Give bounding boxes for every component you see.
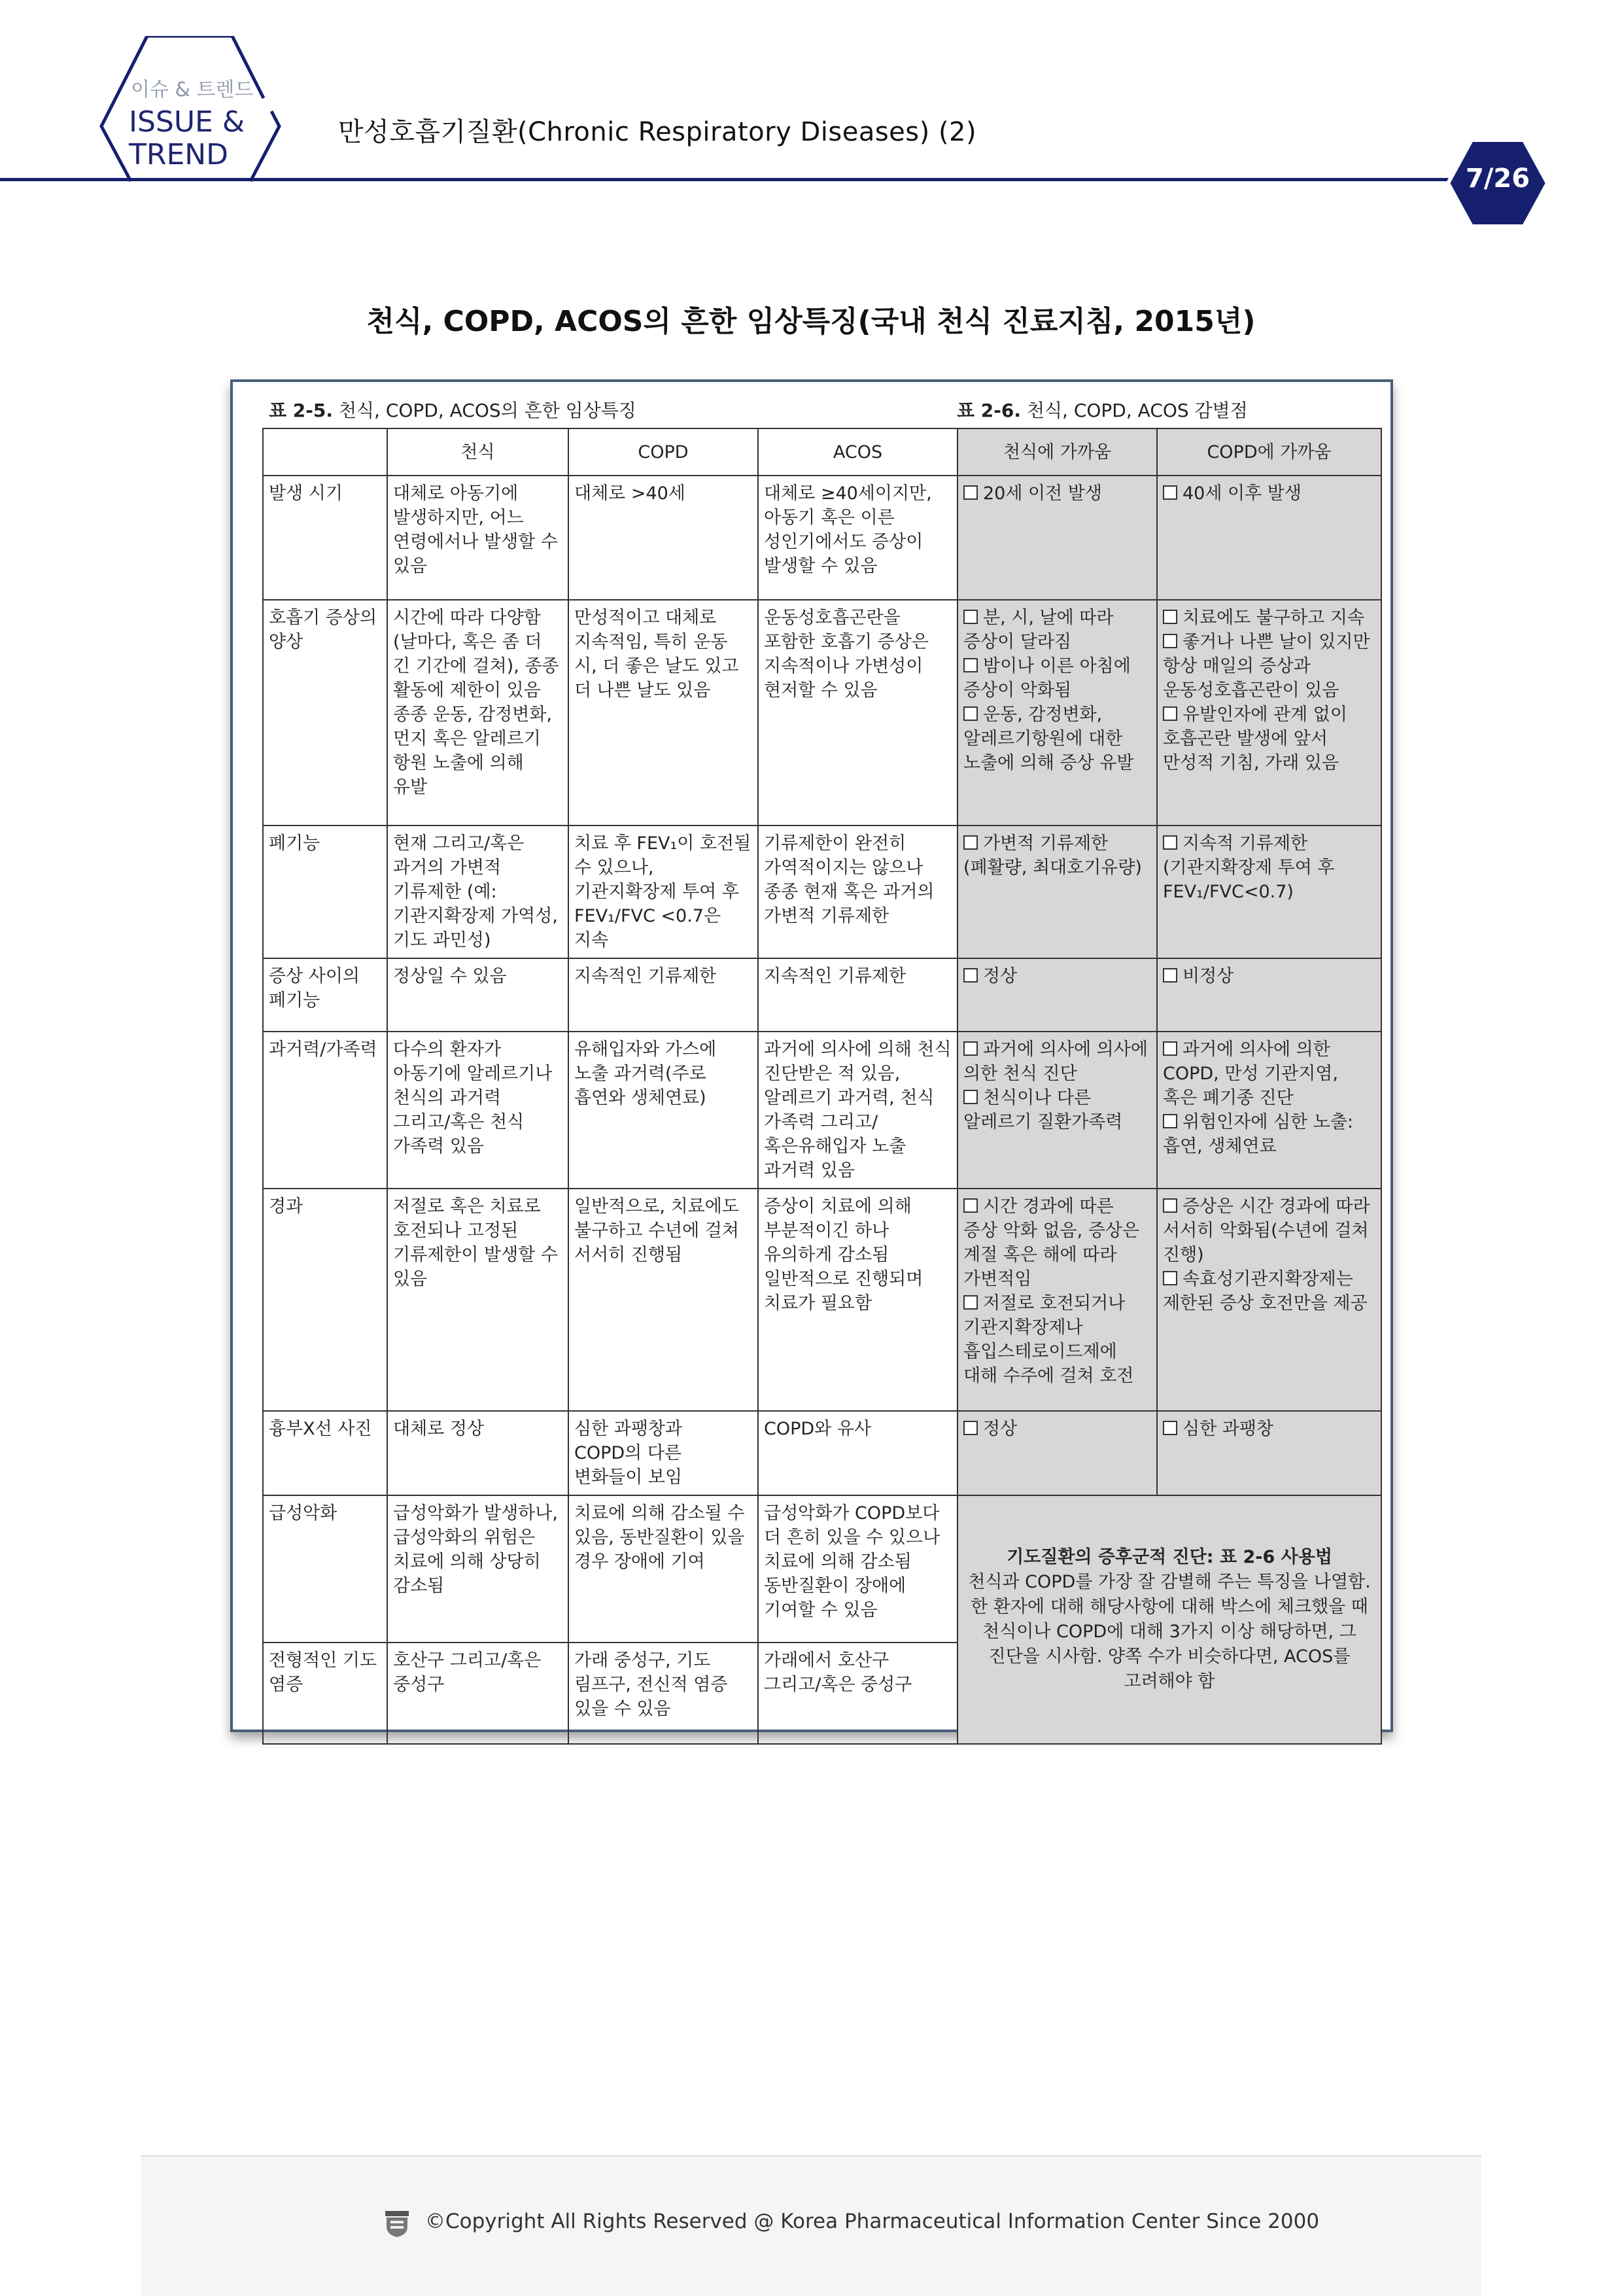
usage-note-body: 천식과 COPD를 가장 잘 감별해 주는 특징을 나열함. 한 환자에 대해 해당사항에 대해 박스에 체크했을 때 천식이나 COPD에 대해 3가지 이상 해당하면, 그 진단을 시사함. 양쪽 수가 비슷하다면, ACOS를 고려해야 함	[968, 1572, 1371, 1692]
checklist-item: 치료에도 불구하고 지속	[1163, 606, 1375, 630]
badge-line-1: ISSUE &	[129, 105, 245, 139]
cell-copd: 가래 중성구, 기도 림프구, 전신적 염증 있을 수 있음	[568, 1643, 758, 1744]
checklist-item: 저절로 호전되거나 기관지확장제나 흡입스테로이드제에 대해 수주에 걸쳐 호전	[963, 1293, 1134, 1386]
table-2-6-caption	[957, 396, 1248, 423]
checkbox-icon	[1163, 1198, 1177, 1213]
header-near-asthma: 천식에 가까움	[958, 428, 1157, 476]
checkbox-icon	[963, 1198, 978, 1213]
row-label: 과거력/가족력	[263, 1032, 387, 1189]
cell-near-copd	[1157, 958, 1381, 1032]
table-row	[263, 600, 1381, 826]
row-label: 급성악화	[263, 1495, 387, 1643]
checklist-item: 증상은 시간 경과에 따라 서서히 악화됨(수년에 걸쳐 진행)	[1163, 1196, 1370, 1265]
row-label: 전형적인 기도 염증	[263, 1643, 387, 1744]
cell-near-asthma	[958, 958, 1157, 1032]
cell-asthma: 대체로 아동기에 발생하지만, 어느 연령에서나 발생할 수 있음	[387, 476, 568, 600]
cell-copd: 만성적이고 대체로 지속적임, 특히 운동 시, 더 좋은 날도 있고 더 나쁜 날도 있음	[568, 600, 758, 826]
badge-line-2: TREND	[129, 138, 229, 171]
usage-note-heading: 기도질환의 증후군적 진단: 표 2-6 사용법	[1007, 1547, 1332, 1567]
checkbox-icon	[1163, 835, 1177, 850]
clinical-features-table-figure	[230, 379, 1393, 1732]
cell-copd: 치료에 의해 감소될 수 있음, 동반질환이 있을 경우 장애에 기여	[568, 1495, 758, 1643]
checkbox-icon	[963, 658, 978, 672]
cell-near-copd	[1157, 476, 1381, 600]
table-row	[263, 476, 1381, 600]
table-row	[263, 1032, 1381, 1189]
table-2-5-caption	[269, 396, 636, 423]
checklist-item: 위험인자에 심한 노출: 흡연, 생체연료	[1163, 1112, 1353, 1157]
row-label: 증상 사이의 폐기능	[263, 958, 387, 1032]
checklist-item: 밤이나 이른 아침에 증상이 악화됨	[963, 656, 1131, 701]
cell-acos: 지속적인 기류제한	[758, 958, 958, 1032]
checklist-item: 과거에 의사에 의한 COPD, 만성 기관지염, 혹은 폐기종 진단	[1163, 1039, 1338, 1108]
row-label: 발생 시기	[263, 476, 387, 600]
cell-near-asthma	[958, 1189, 1157, 1411]
cell-near-copd	[1157, 826, 1381, 958]
clinical-features-table	[262, 428, 1382, 1745]
table-2-5-title: 천식, COPD, ACOS의 흔한 임상특징	[338, 400, 636, 421]
cell-copd: 심한 과팽창과 COPD의 다른 변화들이 보임	[568, 1411, 758, 1495]
checkbox-icon	[963, 835, 978, 850]
table-row	[263, 958, 1381, 1032]
row-label: 흉부X선 사진	[263, 1411, 387, 1495]
checklist-item: 시간 경과에 따른 증상 악화 없음, 증상은 계절 혹은 해에 따라 가변적임	[963, 1196, 1140, 1289]
checkbox-icon	[1163, 1114, 1177, 1128]
table-row	[263, 826, 1381, 958]
checklist-item: 운동, 감정변화, 알레르기항원에 대한 노출에 의해 증상 유발	[963, 704, 1134, 773]
cell-near-asthma	[958, 826, 1157, 958]
cell-acos: 급성악화가 COPD보다 더 흔히 있을 수 있으나 치료에 의해 감소됨 동반질환이 장애에 기여할 수 있음	[758, 1495, 958, 1643]
checklist-item: 지속적 기류제한(기관지확장제 투여 후 FEV₁/FVC<0.7)	[1163, 833, 1335, 902]
checkbox-icon	[1163, 610, 1177, 624]
checkbox-icon	[963, 1090, 978, 1104]
cell-acos: 기류제한이 완전히 가역적이지는 않으나 종종 현재 혹은 과거의 가변적 기류제한	[758, 826, 958, 958]
table-2-6-title: 천식, COPD, ACOS 감별점	[1026, 400, 1248, 421]
cell-near-copd	[1157, 1411, 1381, 1495]
row-label: 경과	[263, 1189, 387, 1411]
table-row	[263, 1495, 1381, 1643]
cell-asthma: 급성악화가 발생하나, 급성악화의 위험은 치료에 의해 상당히 감소됨	[387, 1495, 568, 1643]
checkbox-icon	[963, 485, 978, 500]
checkbox-icon	[963, 968, 978, 983]
checklist-item: 좋거나 나쁜 날이 있지만 항상 매일의 증상과 운동성호흡곤란이 있음	[1163, 632, 1370, 701]
checklist-item: 정상	[963, 964, 1151, 988]
copyright-text: ©Copyright All Rights Reserved @ Korea Pharmaceutical Information Center Since 2000	[425, 2210, 1320, 2233]
checkbox-icon	[1163, 968, 1177, 983]
checklist-item: 유발인자에 관계 없이 호흡곤란 발생에 앞서 만성적 기침, 가래 있음	[1163, 704, 1347, 773]
table-row	[263, 1189, 1381, 1411]
cell-copd: 대체로 >40세	[568, 476, 758, 600]
header-acos: ACOS	[758, 428, 958, 476]
cell-copd: 치료 후 FEV₁이 호전될 수 있으나, 기관지확장제 투여 후 FEV₁/FVC <0.7은 지속	[568, 826, 758, 958]
cell-near-asthma	[958, 1411, 1157, 1495]
cell-acos: COPD와 유사	[758, 1411, 958, 1495]
cell-asthma: 시간에 따라 다양함(날마다, 혹은 좀 더 긴 기간에 걸쳐), 종종 활동에 제한이 있음 종종 운동, 감정변화, 먼지 혹은 알레르기 항원 노출에 의해 유발	[387, 600, 568, 826]
checklist-item: 비정상	[1163, 964, 1375, 988]
checklist-item: 심한 과팽창	[1163, 1417, 1375, 1441]
checkbox-icon	[1163, 1271, 1177, 1285]
cell-copd: 지속적인 기류제한	[568, 958, 758, 1032]
cell-near-copd	[1157, 1189, 1381, 1411]
row-label: 폐기능	[263, 826, 387, 958]
checkbox-icon	[963, 1295, 978, 1310]
kpic-shield-icon	[384, 2210, 410, 2238]
checklist-item: 가변적 기류제한 (폐활량, 최대호기유량)	[963, 833, 1142, 878]
checkbox-icon	[1163, 1421, 1177, 1435]
cell-copd: 유해입자와 가스에 노출 과거력(주로 흡연와 생체연료)	[568, 1032, 758, 1189]
document-title: 천식, COPD, ACOS의 흔한 임상특징(국내 천식 진료지침, 2015년)	[366, 305, 1256, 338]
cell-acos: 가래에서 호산구 그리고/혹은 중성구	[758, 1643, 958, 1744]
cell-asthma: 호산구 그리고/혹은 중성구	[387, 1643, 568, 1744]
cell-asthma: 현재 그리고/혹은 과거의 가변적 기류제한 (예: 기관지확장제 가역성, 기도 과민성)	[387, 826, 568, 958]
table-header-row	[263, 428, 1381, 476]
checkbox-icon	[963, 706, 978, 721]
cell-asthma: 다수의 환자가 아동기에 알레르기나 천식의 과거력 그리고/혹은 천식 가족력 있음	[387, 1032, 568, 1189]
cell-near-asthma	[958, 476, 1157, 600]
usage-note-cell	[958, 1495, 1381, 1744]
checkbox-icon	[1163, 706, 1177, 721]
cell-near-copd	[1157, 600, 1381, 826]
cell-copd: 일반적으로, 치료에도 불구하고 수년에 걸쳐 서서히 진행됨	[568, 1189, 758, 1411]
badge-korean-label: 이슈 & 트렌드	[131, 78, 254, 101]
cell-acos: 과거에 의사에 의해 천식 진단받은 적 있음, 알레르기 과거력, 천식 가족력 그리고/혹은유해입자 노출 과거력 있음	[758, 1032, 958, 1189]
checklist-item: 20세 이전 발생	[963, 481, 1151, 506]
header-corner-cell	[263, 428, 387, 476]
checkbox-icon	[963, 1421, 978, 1435]
checklist-item: 천식이나 다른 알레르기 질환가족력	[963, 1088, 1123, 1132]
cell-asthma: 정상일 수 있음	[387, 958, 568, 1032]
cell-asthma: 저절로 혹은 치료로 호전되나 고정된 기류제한이 발생할 수 있음	[387, 1189, 568, 1411]
cell-acos: 운동성호흡곤란을 포함한 호흡기 증상은 지속적이나 가변성이 현저할 수 있음	[758, 600, 958, 826]
checklist-item: 40세 이후 발생	[1163, 481, 1375, 506]
cell-acos: 대체로 ≥40세이지만, 아동기 혹은 이른 성인기에서도 증상이 발생할 수 있음	[758, 476, 958, 600]
header-near-copd: COPD에 가까움	[1157, 428, 1381, 476]
table-row	[263, 1411, 1381, 1495]
page-header-title: 만성호흡기질환(Chronic Respiratory Diseases) (2)	[338, 117, 977, 147]
checkbox-icon	[963, 1041, 978, 1056]
cell-acos: 증상이 치료에 의해 부분적이긴 하나 유의하게 감소됨 일반적으로 진행되며 치료가 필요함	[758, 1189, 958, 1411]
checklist-item: 정상	[963, 1417, 1151, 1441]
table-2-6-number: 표 2-6.	[957, 400, 1022, 421]
cell-asthma: 대체로 정상	[387, 1411, 568, 1495]
checkbox-icon	[963, 610, 978, 624]
table-2-5-number: 표 2-5.	[269, 400, 334, 421]
cell-near-copd	[1157, 1032, 1381, 1189]
header-asthma: 천식	[387, 428, 568, 476]
badge-english-label	[129, 106, 260, 171]
checklist-item: 속효성기관지확장제는 제한된 증상 호전만을 제공	[1163, 1269, 1368, 1313]
checklist-item: 과거에 의사에 의사에 의한 천식 진단	[963, 1039, 1148, 1084]
cell-near-asthma	[958, 600, 1157, 826]
checkbox-icon	[1163, 485, 1177, 500]
row-label: 호흡기 증상의 양상	[263, 600, 387, 826]
page-indicator: 7/26	[1465, 164, 1530, 194]
checkbox-icon	[1163, 1041, 1177, 1056]
checkbox-icon	[1163, 634, 1177, 648]
checklist-item: 분, 시, 날에 따라 증상이 달라짐	[963, 608, 1114, 652]
header-copd: COPD	[568, 428, 758, 476]
cell-near-asthma	[958, 1032, 1157, 1189]
